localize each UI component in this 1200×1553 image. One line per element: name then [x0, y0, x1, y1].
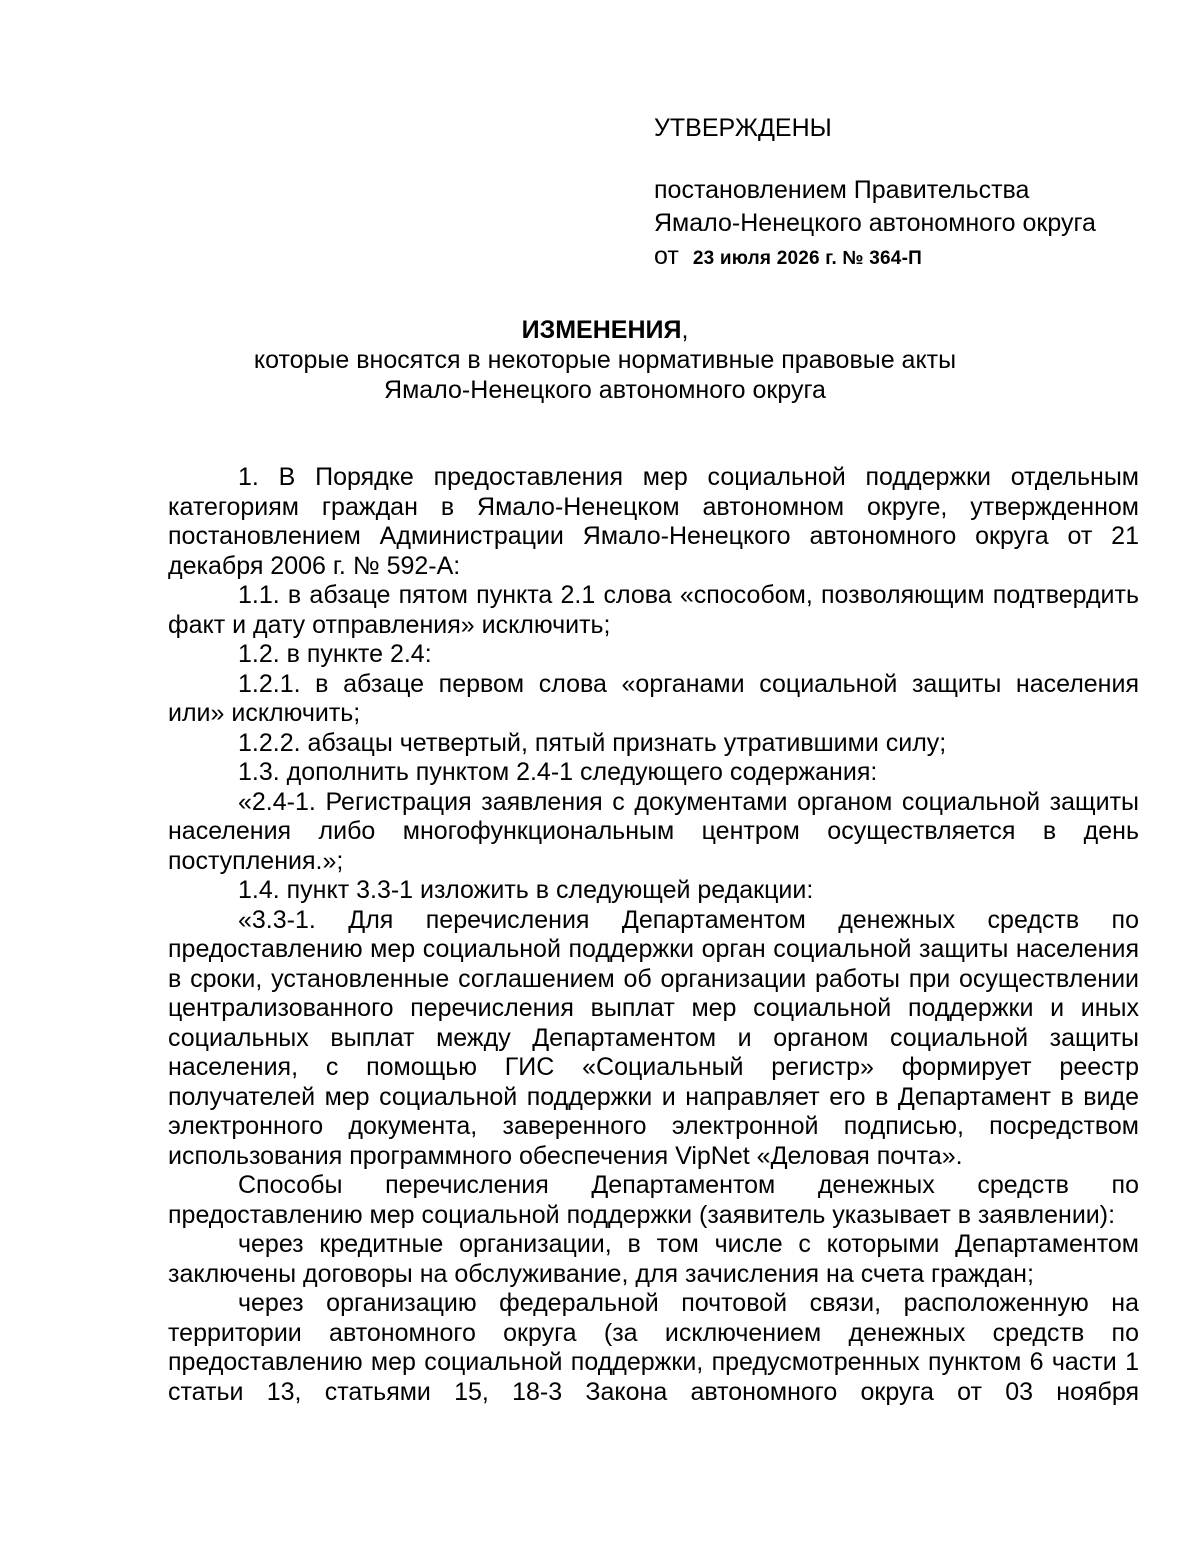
paragraph-credit-organizations: через кредитные организации, в том числе с которыми Департаментом заключены договоры на обслуживание, для зачисления на счета граждан; [168, 1230, 1139, 1288]
approval-date-prefix: от [654, 242, 679, 270]
document-body [168, 463, 1139, 1407]
approval-heading: УТВЕРЖДЕНЫ [654, 114, 832, 142]
document-title-suffix: , [681, 316, 689, 344]
approval-line-2: Ямало-Ненецкого автономного округа [654, 209, 1096, 237]
approval-date-value: 23 июля 2026 г. № 364-П [692, 248, 922, 269]
paragraph-1: 1. В Порядке предоставления мер социальной поддержки отдельным категориям граждан в Ямало-Ненецком автономном округе, утвержденном постановлением Администрации Ямало-Ненецкого автономного округа от 21 декабря 2006 г. № 592-А: [168, 463, 1139, 580]
paragraph-1-2: 1.2. в пункте 2.4: [238, 640, 432, 668]
approval-date-line [654, 240, 1174, 275]
paragraph-1-3: 1.3. дополнить пунктом 2.4-1 следующего содержания: [238, 758, 878, 786]
paragraph-2-4-1: «2.4-1. Регистрация заявления с документами органом социальной защиты населения либо многофункциональным центром осуществляется в день поступления.»; [168, 787, 1139, 875]
paragraph-3-3-1: «3.3-1. Для перечисления Департаментом денежных средств по предоставлению мер социальной поддержки орган социальной защиты населения в сроки, установленные соглашением об организации работы при осуществлении централизованного перечисления выплат мер социальной поддержки и иных социальных выплат между Департаментом и органом социальной защиты населения, с помощью ГИС «Социальный регистр» формирует реестр получателей мер социальной поддержки и направляет его в Департамент в виде электронного документа, заверенного электронной подписью, посредством использования программного обеспечения VipNet «Деловая почта». [168, 905, 1139, 1170]
paragraph-1-2-1: 1.2.1. в абзаце первом слова «органами социальной защиты населения или» исключить; [168, 669, 1139, 727]
document-subtitle-line-2: Ямало-Ненецкого автономного округа [384, 376, 826, 404]
document-title-block [150, 315, 1060, 405]
approval-line-1: постановлением Правительства [654, 176, 1030, 204]
document-subtitle-line-1: которые вносятся в некоторые нормативные правовые акты [253, 346, 957, 374]
paragraph-1-4: 1.4. пункт 3.3-1 изложить в следующей редакции: [238, 876, 814, 904]
document-title-line [150, 315, 1060, 345]
document-title: ИЗМЕНЕНИЯ [521, 316, 682, 344]
approval-block [654, 112, 1174, 275]
paragraph-1-2-2: 1.2.2. абзацы четвертый, пятый признать утратившими силу; [238, 728, 947, 757]
paragraph-transfer-methods: Способы перечисления Департаментом денежных средств по предоставлению мер социальной поддержки (заявитель указывает в заявлении): [168, 1171, 1139, 1229]
paragraph-1-1: 1.1. в абзаце пятом пункта 2.1 слова «способом, позволяющим подтвердить факт и дату отправления» исключить; [168, 581, 1139, 639]
paragraph-postal-service: через организацию федеральной почтовой связи, расположенную на территории автономного округа (за исключением денежных средств по предоставлению мер социальной поддержки, предусмотренных пунктом 6 части 1 статьи 13, статьями 15, 18-3 Закона автономного округа от 03 ноября [168, 1289, 1139, 1406]
